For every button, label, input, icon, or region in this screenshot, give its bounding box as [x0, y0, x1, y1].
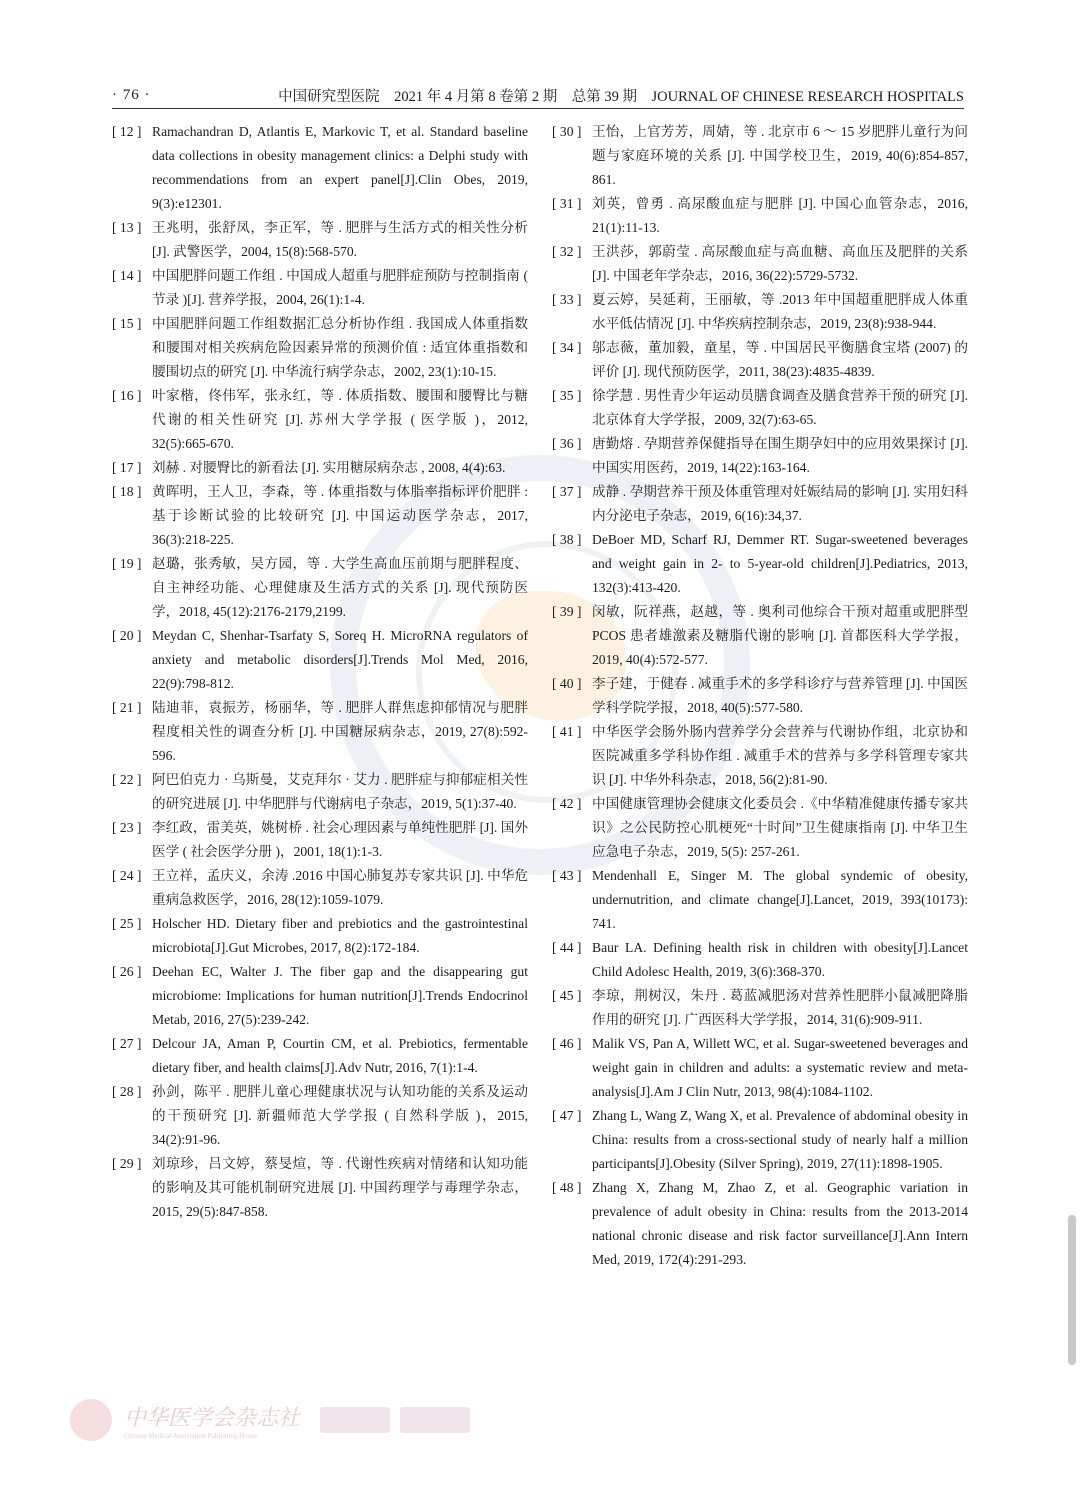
reference-number: [ 20 ]	[112, 628, 142, 643]
reference-number: [ 41 ]	[552, 724, 582, 739]
reference-text: 中国健康管理协会健康文化委员会 .《中华精准健康传播专家共识》之公民防控心肌梗死“十时间”卫生健康指南 [J]. 中华卫生应急电子杂志，2019, 5(5): 257-261.	[592, 796, 968, 859]
reference-number: [ 24 ]	[112, 868, 142, 883]
reference-number: [ 13 ]	[112, 220, 142, 235]
reference-number: [ 22 ]	[112, 772, 142, 787]
reference-text: 赵璐，张秀敏，吴方园，等 . 大学生高血压前期与肥胖程度、自主神经功能、心理健康及生活方式的关系 [J]. 现代预防医学，2018, 45(12):2176-2179,2199.	[152, 556, 528, 619]
reference-number: [ 28 ]	[112, 1084, 142, 1099]
reference-number: [ 12 ]	[112, 124, 142, 139]
reference-item	[552, 336, 968, 384]
reference-number: [ 25 ]	[112, 916, 142, 931]
reference-text: 孙剑，陈平 . 肥胖儿童心理健康状况与认知功能的关系及运动的干预研究 [J]. 新疆师范大学学报 ( 自然科学版 )，2015, 34(2):91-96.	[152, 1084, 528, 1147]
reference-text: 中华医学会肠外肠内营养学分会营养与代谢协作组，北京协和医院减重多学科协作组 . 减重手术的营养与多学科管理专家共识 [J]. 中华外科杂志，2018, 56(2):81-90.	[592, 724, 968, 787]
reference-text: Baur LA. Defining health risk in children with obesity[J].Lancet Child Adolesc Health, 2019, 3(6):368-370.	[592, 940, 968, 979]
publisher-logo	[70, 1398, 470, 1442]
reference-text: Holscher HD. Dietary fiber and prebiotics and the gastrointestinal microbiota[J].Gut Microbes, 2017, 8(2):172-184.	[152, 916, 528, 955]
reference-item	[112, 1032, 528, 1080]
reference-item	[552, 1104, 968, 1176]
reference-number: [ 39 ]	[552, 604, 582, 619]
reference-number: [ 30 ]	[552, 124, 582, 139]
reference-text: 邬志薇，董加毅，童星，等 . 中国居民平衡膳食宝塔 (2007) 的评价 [J]. 现代预防医学，2011, 38(23):4835-4839.	[592, 340, 968, 379]
reference-item	[112, 312, 528, 384]
reference-item	[552, 120, 968, 192]
reference-item	[552, 432, 968, 480]
reference-number: [ 44 ]	[552, 940, 582, 955]
reference-text: 李琼，荆树汉，朱丹 . 葛蓝减肥汤对营养性肥胖小鼠减肥降脂作用的研究 [J]. 广西医科大学学报，2014, 31(6):909-911.	[592, 988, 968, 1027]
reference-number: [ 45 ]	[552, 988, 582, 1003]
reference-text: 王兆明，张舒凤，李正军，等 . 肥胖与生活方式的相关性分析 [J]. 武警医学，2004, 15(8):568-570.	[152, 220, 528, 259]
reference-item	[112, 912, 528, 960]
reference-number: [ 18 ]	[112, 484, 142, 499]
reference-item	[112, 264, 528, 312]
reference-text: Zhang X, Zhang M, Zhao Z, et al. Geographic variation in prevalence of adult obesity in China: results from the 2013-2014 national chronic disease and risk factor surveillance[J].Ann Intern Med, 2019, 172(4):291-293.	[592, 1180, 968, 1267]
journal-title: 中国研究型医院 2021 年 4 月第 8 卷第 2 期 总第 39 期 JOURNAL OF CHINESE RESEARCH HOSPITALS	[278, 88, 964, 105]
reference-text: 阿巴伯克力 · 乌斯曼，艾克拜尔 · 艾力 . 肥胖症与抑郁症相关性的研究进展 [J]. 中华肥胖与代谢病电子杂志，2019, 5(1):37-40.	[152, 772, 528, 811]
reference-item	[552, 936, 968, 984]
reference-item	[112, 696, 528, 768]
reference-item	[552, 792, 968, 864]
reference-item	[112, 864, 528, 912]
reference-text: Zhang L, Wang Z, Wang X, et al. Prevalence of abdominal obesity in China: results from a cross-sectional study of nearly half a million participants[J].Obesity (Silver Spring), 2019, 27(11):1898-1905.	[592, 1108, 968, 1171]
reference-item	[552, 528, 968, 600]
reference-text: 黄晖明，王人卫，李森，等 . 体重指数与体脂率指标评价肥胖 : 基于诊断试验的比较研究 [J]. 中国运动医学杂志，2017, 36(3):218-225.	[152, 484, 528, 547]
reference-number: [ 14 ]	[112, 268, 142, 283]
reference-number: [ 48 ]	[552, 1180, 582, 1195]
reference-text: 闵敏，阮祥燕，赵越，等 . 奥利司他综合干预对超重或肥胖型 PCOS 患者雄激素及糖脂代谢的影响 [J]. 首都医科大学学报，2019, 40(4):572-577.	[592, 604, 968, 667]
reference-item	[552, 240, 968, 288]
reference-text: 李子建，于健春 . 减重手术的多学科诊疗与营养管理 [J]. 中国医学科学院学报，2018, 40(5):577-580.	[592, 676, 968, 715]
publisher-name: 中华医学会杂志社	[124, 1404, 301, 1430]
reference-text: DeBoer MD, Scharf RJ, Demmer RT. Sugar-sweetened beverages and weight gain in 2- to 5-year-old children[J].Pediatrics, 2013, 132(3):413-420.	[592, 532, 968, 595]
reference-text: 中国肥胖问题工作组 . 中国成人超重与肥胖症预防与控制指南 ( 节录 )[J]. 营养学报，2004, 26(1):1-4.	[152, 268, 528, 307]
reference-text: 唐勤熔 . 孕期营养保健指导在围生期孕妇中的应用效果探讨 [J]. 中国实用医药，2019, 14(22):163-164.	[592, 436, 968, 475]
reference-number: [ 23 ]	[112, 820, 142, 835]
references-right-column	[552, 120, 968, 1272]
reference-item	[112, 216, 528, 264]
reference-item	[112, 120, 528, 216]
reference-number: [ 31 ]	[552, 196, 582, 211]
page-header	[112, 82, 964, 109]
publisher-name-en: Chinese Medical Association Publishing House	[124, 1431, 257, 1440]
reference-number: [ 47 ]	[552, 1108, 582, 1123]
reference-item	[552, 192, 968, 240]
reference-text: Malik VS, Pan A, Willett WC, et al. Sugar-sweetened beverages and weight gain in children and adults: a systematic review and meta-analysis[J].Am J Clin Nutr, 2013, 98(4):1084-1102.	[592, 1036, 968, 1099]
reference-text: Delcour JA, Aman P, Courtin CM, et al. Prebiotics, fermentable dietary fiber, and health claims[J].Adv Nutr, 2016, 7(1):1-4.	[152, 1036, 528, 1075]
reference-text: 李红政，雷美英，姚树桥 . 社会心理因素与单纯性肥胖 [J]. 国外医学 ( 社会医学分册 )，2001, 18(1):1-3.	[152, 820, 528, 859]
reference-number: [ 17 ]	[112, 460, 142, 475]
reference-item	[112, 768, 528, 816]
reference-number: [ 29 ]	[112, 1156, 142, 1171]
reference-item	[552, 288, 968, 336]
reference-item	[552, 384, 968, 432]
reference-number: [ 34 ]	[552, 340, 582, 355]
reference-item	[112, 384, 528, 456]
reference-item	[552, 600, 968, 672]
reference-item	[552, 720, 968, 792]
reference-item	[112, 552, 528, 624]
reference-number: [ 36 ]	[552, 436, 582, 451]
reference-item	[112, 456, 528, 480]
reference-number: [ 46 ]	[552, 1036, 582, 1051]
reference-number: [ 16 ]	[112, 388, 142, 403]
reference-text: Meydan C, Shenhar-Tsarfaty S, Soreq H. MicroRNA regulators of anxiety and metabolic disorders[J].Trends Mol Med, 2016, 22(9):798-812.	[152, 628, 528, 691]
reference-number: [ 26 ]	[112, 964, 142, 979]
reference-text: 中国肥胖问题工作组数据汇总分析协作组 . 我国成人体重指数和腰围对相关疾病危险因素异常的预测价值 : 适宜体重指数和腰围切点的研究 [J]. 中华流行病学杂志，2002, 23(1):10-15.	[152, 316, 528, 379]
reference-text: 徐学慧 . 男性青少年运动员膳食调查及膳食营养干预的研究 [J]. 北京体育大学学报，2009, 32(7):63-65.	[592, 388, 968, 427]
reference-number: [ 37 ]	[552, 484, 582, 499]
reference-text: Ramachandran D, Atlantis E, Markovic T, et al. Standard baseline data collections in obesity management clinics: a Delphi study with recommendations from an expert panel[J].Clin Obes, 2019, 9(3):e12301.	[152, 124, 528, 211]
reference-item	[552, 480, 968, 528]
reference-number: [ 32 ]	[552, 244, 582, 259]
reference-item	[112, 816, 528, 864]
publisher-seal-icon	[70, 1399, 112, 1441]
reference-text: Deehan EC, Walter J. The fiber gap and the disappearing gut microbiome: Implications for human nutrition[J].Trends Endocrinol Metab, 2016, 27(5):239-242.	[152, 964, 528, 1027]
reference-text: 刘琼珍，吕文婷，蔡旻煊，等 . 代谢性疾病对情绪和认知功能的影响及其可能机制研究进展 [J]. 中国药理学与毒理学杂志，2015, 29(5):847-858.	[152, 1156, 528, 1219]
reference-number: [ 43 ]	[552, 868, 582, 883]
scrollbar-thumb[interactable]	[1068, 1215, 1076, 1365]
reference-text: 陆迪菲，袁振芳，杨丽华，等 . 肥胖人群焦虑抑郁情况与肥胖程度相关性的调查分析 [J]. 中国糖尿病杂志，2019, 27(8):592-596.	[152, 700, 528, 763]
reference-item	[552, 1032, 968, 1104]
reference-item	[112, 624, 528, 696]
reference-number: [ 42 ]	[552, 796, 582, 811]
reference-item	[552, 984, 968, 1032]
reference-text: 成静 . 孕期营养干预及体重管理对妊娠结局的影响 [J]. 实用妇科内分泌电子杂志，2019, 6(16):34,37.	[592, 484, 968, 523]
reference-text: 刘英，曾勇 . 高尿酸血症与肥胖 [J]. 中国心血管杂志，2016, 21(1):11-13.	[592, 196, 968, 235]
reference-item	[112, 1152, 528, 1224]
reference-text: Mendenhall E, Singer M. The global syndemic of obesity, undernutrition, and climate change[J].Lancet, 2019, 393(10173): 741.	[592, 868, 968, 931]
reference-number: [ 38 ]	[552, 532, 582, 547]
reference-item	[112, 1080, 528, 1152]
reference-text: 叶家楷，佟伟军，张永红，等 . 体质指数、腰围和腰臀比与糖代谢的相关性研究 [J]. 苏州大学学报 ( 医学版 )，2012, 32(5):665-670.	[152, 388, 528, 451]
reference-text: 刘赫 . 对腰臀比的新看法 [J]. 实用糖尿病杂志 , 2008, 4(4):63.	[152, 460, 506, 475]
reference-number: [ 40 ]	[552, 676, 582, 691]
reference-text: 王怡，上官芳芳，周婧，等 . 北京市 6 ～ 15 岁肥胖儿童行为问题与家庭环境的关系 [J]. 中国学校卫生，2019, 40(6):854-857, 861.	[592, 124, 968, 187]
reference-number: [ 21 ]	[112, 700, 142, 715]
reference-number: [ 19 ]	[112, 556, 142, 571]
reference-text: 王立祥，孟庆义，余涛 .2016 中国心肺复苏专家共识 [J]. 中华危重病急救医学，2016, 28(12):1059-1079.	[152, 868, 528, 907]
publisher-brand-mark-2	[400, 1407, 470, 1433]
reference-text: 王洪莎，郭蔚莹 . 高尿酸血症与高血糖、高血压及肥胖的关系 [J]. 中国老年学杂志，2016, 36(22):5729-5732.	[592, 244, 968, 283]
reference-item	[552, 672, 968, 720]
reference-item	[112, 960, 528, 1032]
publisher-brand-mark	[320, 1407, 390, 1433]
page-number: · 76 ·	[112, 86, 151, 103]
reference-number: [ 27 ]	[112, 1036, 142, 1051]
reference-item	[552, 864, 968, 936]
reference-number: [ 33 ]	[552, 292, 582, 307]
reference-item	[112, 480, 528, 552]
reference-number: [ 35 ]	[552, 388, 582, 403]
reference-item	[552, 1176, 968, 1272]
references-left-column	[112, 120, 528, 1224]
reference-text: 夏云婷，吴延莉，王丽敏，等 .2013 年中国超重肥胖成人体重水平低估情况 [J]. 中华疾病控制杂志，2019, 23(8):938-944.	[592, 292, 968, 331]
reference-number: [ 15 ]	[112, 316, 142, 331]
